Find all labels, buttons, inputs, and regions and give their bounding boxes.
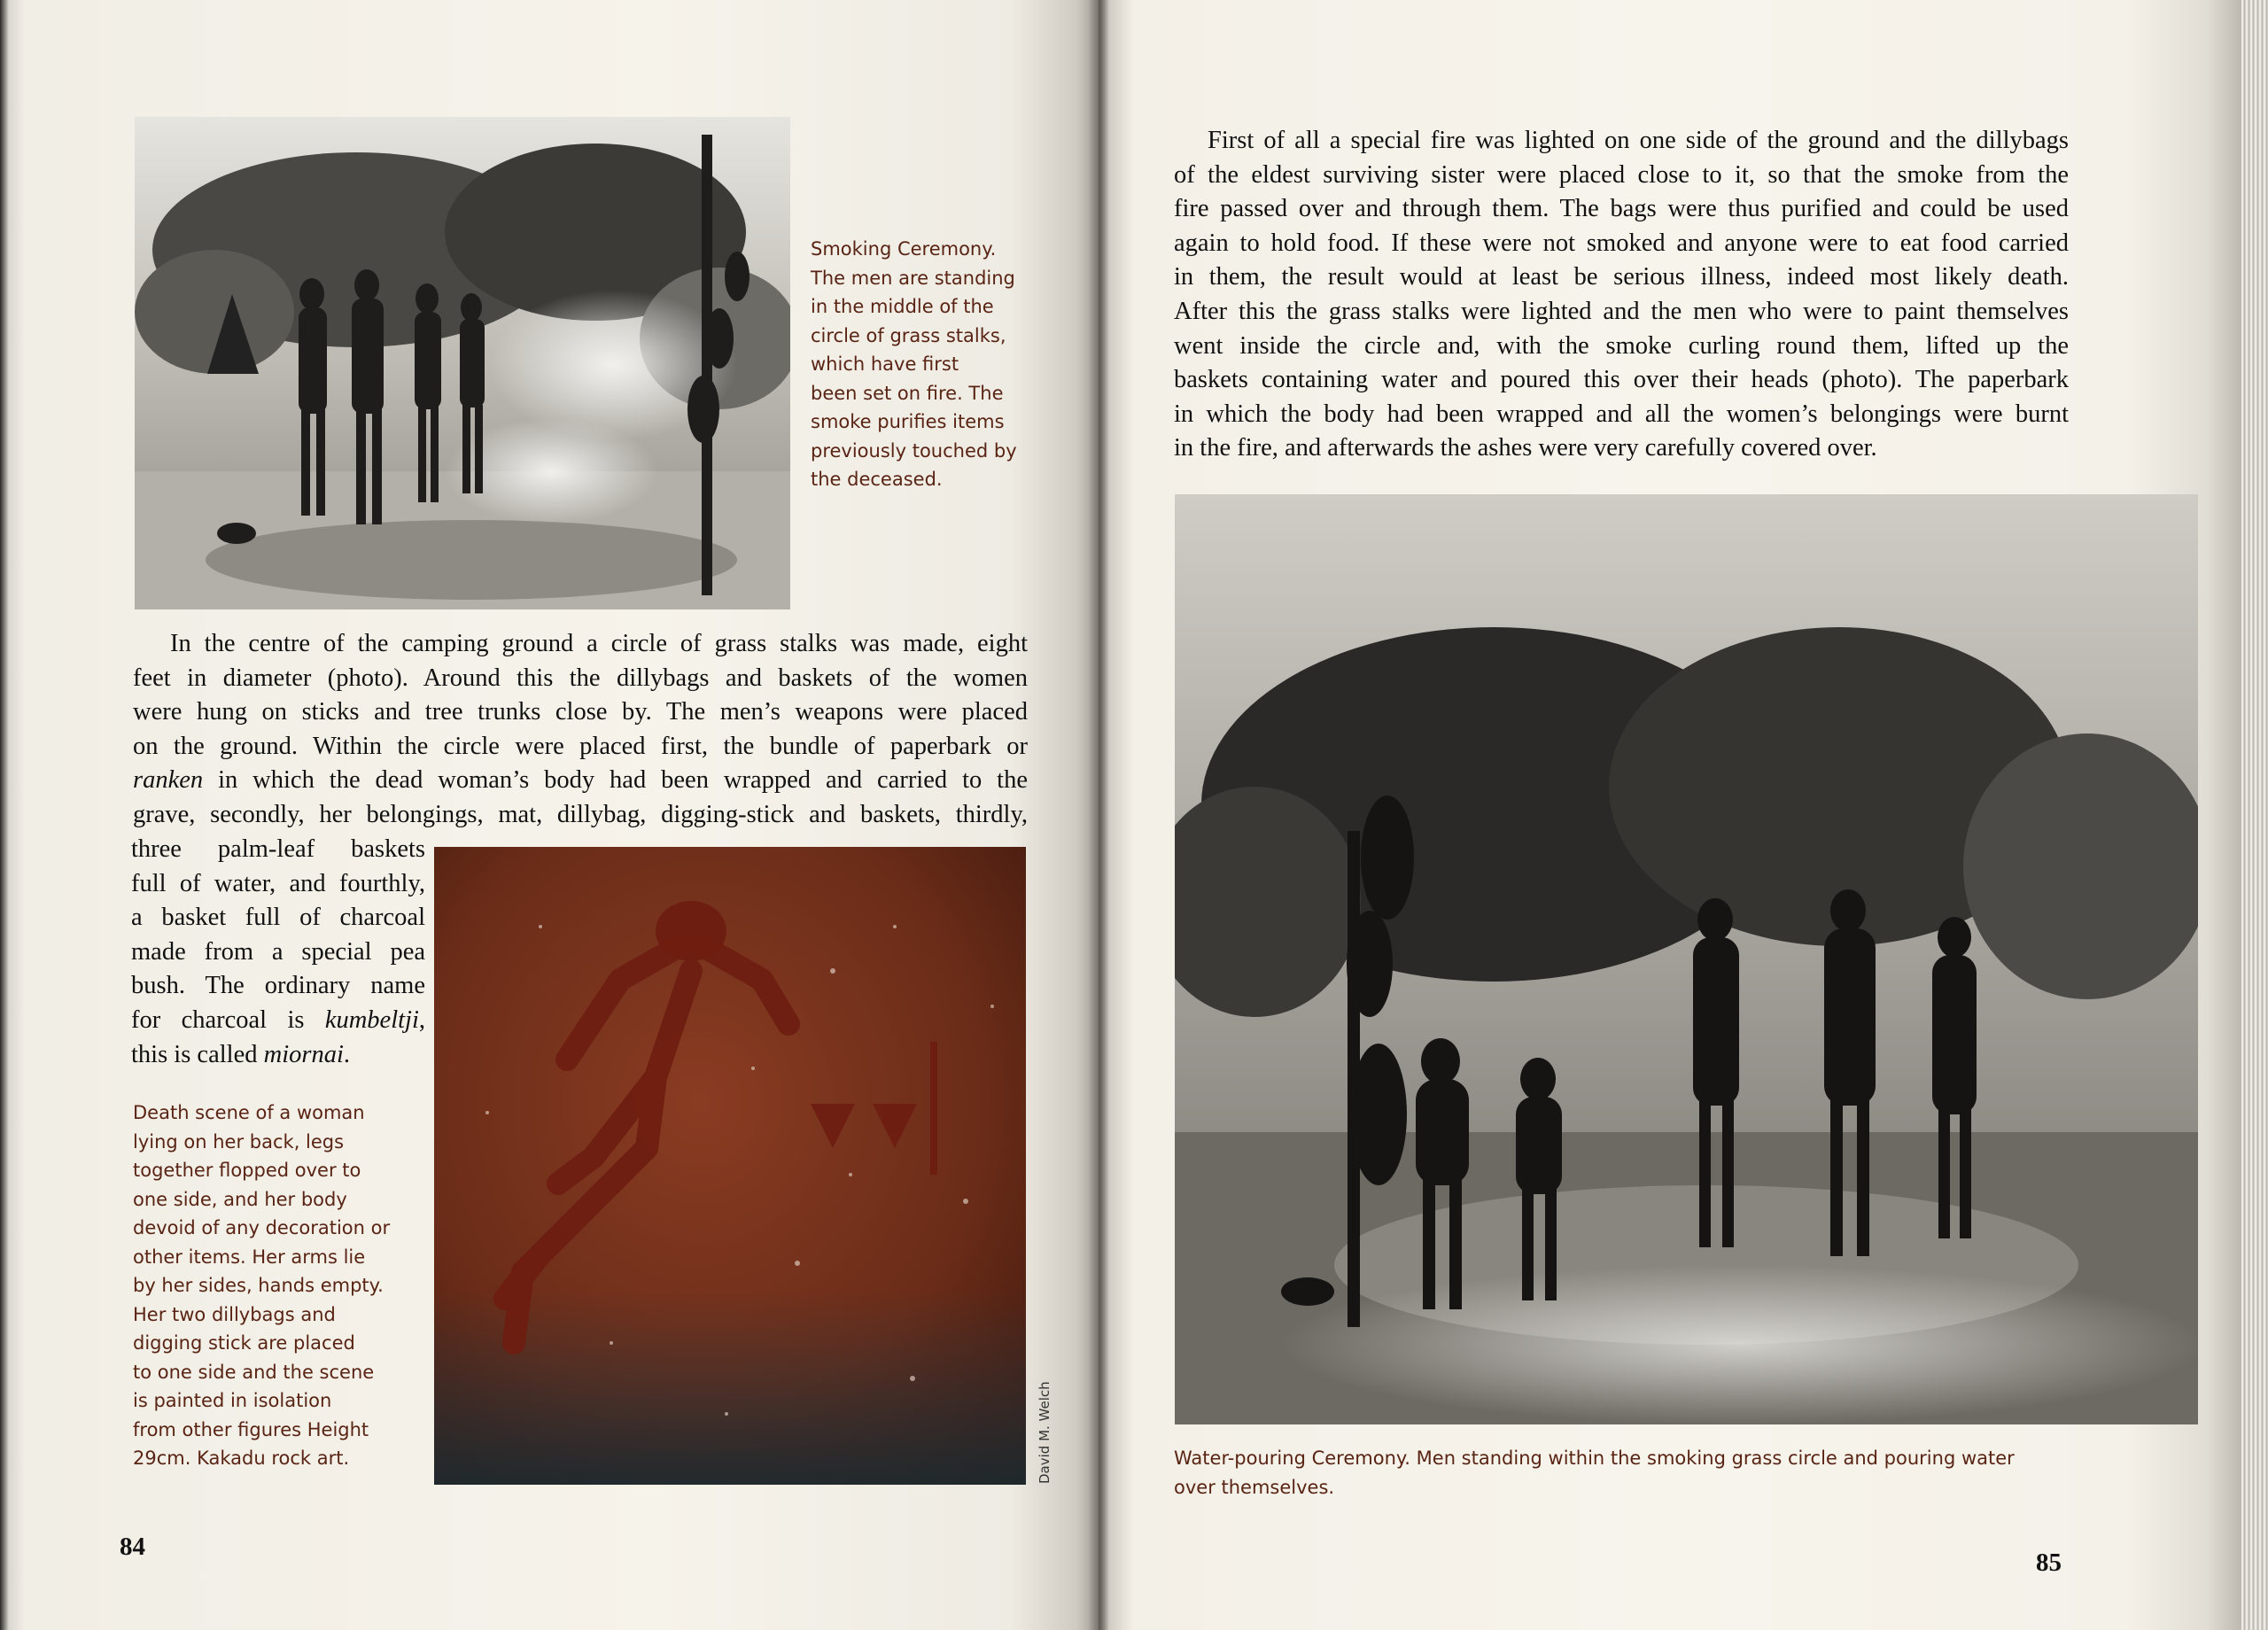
- caption-line: smoke purifies items: [811, 411, 1005, 432]
- paragraph-line: for charcoal is kumbeltji,: [131, 1005, 425, 1034]
- caption-line: is painted in isolation: [133, 1390, 332, 1411]
- caption-line: by her sides, hands empty.: [133, 1275, 384, 1296]
- caption-line: the deceased.: [811, 469, 943, 490]
- paragraph-line: were hung on sticks and tree trunks close by. The men’s weapons were placed: [133, 698, 1028, 726]
- caption-line: circle of grass stalks,: [811, 324, 1006, 346]
- smoking-ceremony-photo: [135, 117, 790, 609]
- paragraph-line: After this the grass stalks were lighted and the men who were to paint themselves: [1174, 297, 2069, 325]
- page-stack-edge: [2241, 0, 2268, 1630]
- paragraph-line: a basket full of charcoal: [131, 904, 425, 932]
- paragraph-line: went inside the circle and, with the smoke curling round them, lifted up the: [1174, 331, 2069, 360]
- paragraph-line: feet in diameter (photo). Around this the dillybags and baskets of the women: [133, 664, 1028, 692]
- page-number-right: 85: [2036, 1548, 2062, 1577]
- paragraph-line: made from a special pea: [131, 937, 425, 966]
- caption-line: other items. Her arms lie: [133, 1246, 366, 1268]
- water-pouring-caption: [1174, 1444, 2166, 1502]
- paragraph-line: fire passed over and through them. The bags were thus purified and could be used: [1174, 195, 2069, 223]
- right-page: [1099, 0, 2241, 1630]
- caption-line: Smoking Ceremony.: [811, 238, 997, 260]
- water-pouring-photo: [1175, 494, 2198, 1424]
- paragraph-line: three palm-leaf baskets: [131, 835, 425, 863]
- caption-line: been set on fire. The: [811, 382, 1004, 404]
- paragraph-line: in them, the result would at least be serious illness, indeed most likely death.: [1174, 263, 2069, 291]
- paragraph-line: again to hold food. If these were not smoked and anyone were to eat food carried: [1174, 229, 2069, 257]
- caption-line: 29cm. Kakadu rock art.: [133, 1448, 350, 1469]
- paragraph-line: full of water, and fourthly,: [131, 869, 425, 897]
- caption-line: lying on her back, legs: [133, 1130, 345, 1153]
- paragraph-line: bush. The ordinary name: [131, 972, 425, 1000]
- caption-line: over themselves.: [1174, 1476, 1335, 1498]
- paragraph-line: this is called miornai.: [131, 1040, 350, 1068]
- photo-credit: David M. Welch: [1037, 1381, 1052, 1484]
- right-paragraph: [1174, 124, 2069, 466]
- left-narrow-paragraph: [131, 833, 425, 1072]
- caption-line: previously touched by: [811, 439, 1017, 462]
- paragraph-line: in which the body had been wrapped and all the women’s belongings were burnt: [1174, 400, 2069, 428]
- paragraph-line: ranken in which the dead woman’s body had been wrapped and carried to the: [133, 766, 1028, 795]
- caption-line: one side, and her body: [133, 1188, 347, 1210]
- caption-line: together flopped over to: [133, 1160, 361, 1181]
- paragraph-line: baskets containing water and poured this over their heads (photo). The paperbark: [1174, 366, 2069, 394]
- paragraph-line: grave, secondly, her belongings, mat, dillybag, digging-stick and baskets, thirdly,: [133, 800, 1028, 828]
- caption-line: Water-pouring Ceremony. Men standing within the smoking grass circle and pouring water: [1174, 1448, 2015, 1469]
- caption-line: from other figures Height: [133, 1418, 369, 1440]
- rock-art-image: [434, 847, 1026, 1485]
- smoking-ceremony-image: [135, 117, 790, 609]
- caption-line: devoid of any decoration or: [133, 1217, 391, 1238]
- paragraph-line: in the fire, and afterwards the ashes were very carefully covered over.: [1174, 434, 1877, 462]
- rock-art-caption: [133, 1098, 425, 1473]
- caption-line: Death scene of a woman: [133, 1102, 365, 1123]
- page-number-left: 84: [120, 1533, 145, 1561]
- paragraph-line: of the eldest surviving sister were placed close to it, so that the smoke from the: [1174, 160, 2069, 189]
- water-pouring-image: [1175, 494, 2198, 1424]
- rock-art-photo: [434, 847, 1026, 1485]
- paragraph-line: In the centre of the camping ground a circle of grass stalks was made, eight: [170, 630, 1028, 657]
- caption-line: in the middle of the: [811, 296, 994, 317]
- paragraph-line: First of all a special fire was lighted on one side of the ground and the dillybags: [1208, 127, 2069, 154]
- left-page: [0, 0, 1099, 1630]
- caption-line: to one side and the scene: [133, 1361, 375, 1383]
- caption-line: The men are standing: [811, 267, 1015, 289]
- smoking-ceremony-caption: [811, 235, 1076, 494]
- left-paragraph: [133, 627, 1028, 833]
- caption-line: digging stick are placed: [133, 1332, 355, 1354]
- caption-line: Her two dillybags and: [133, 1303, 336, 1325]
- caption-line: which have first: [811, 353, 959, 375]
- paragraph-line: on the ground. Within the circle were placed first, the bundle of paperbark or: [133, 732, 1028, 760]
